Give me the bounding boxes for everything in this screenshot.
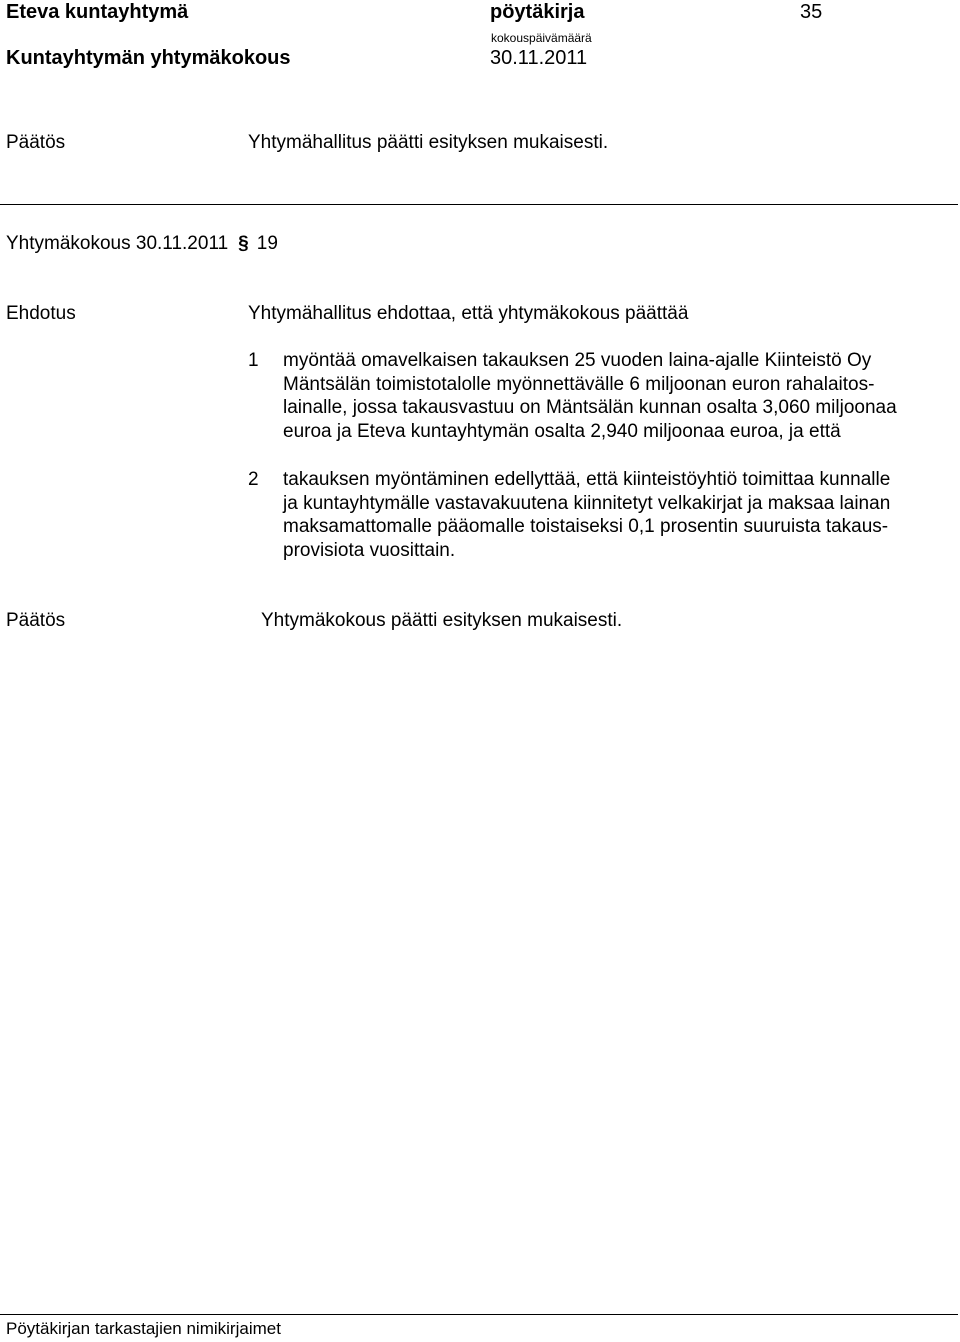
section-number: 19	[256, 233, 278, 254]
proposal-item-line: ja kuntayhtymälle vastavakuutena kiinnitetyt velkakirjat ja maksaa lainan	[283, 492, 891, 514]
proposal-item-line: provisiota vuosittain.	[283, 539, 456, 561]
section-divider	[0, 204, 958, 205]
section-heading	[6, 232, 278, 256]
proposal-item-line: lainalle, jossa takausvastuu on Mäntsälän kunnan osalta 3,060 miljoonaa	[283, 397, 897, 418]
proposal-item-number: 1	[248, 350, 259, 371]
proposal-label: Ehdotus	[6, 303, 76, 324]
date-caption: kokouspäivämäärä	[491, 31, 592, 45]
proposal-item-2	[283, 468, 953, 562]
proposal-item-1	[283, 349, 953, 443]
footer-signatures-label: Pöytäkirjan tarkastajien nimikirjaimet	[6, 1319, 281, 1338]
section-sign-icon: §	[238, 233, 249, 254]
decision-text: Yhtymäkokous päätti esityksen mukaisesti.	[261, 610, 623, 631]
decision-label: Päätös	[6, 610, 66, 631]
footer-divider	[0, 1314, 958, 1315]
proposal-intro: Yhtymähallitus ehdottaa, että yhtymäkokous päättää	[248, 303, 689, 324]
proposal-item-line: takauksen myöntäminen edellyttää, että kiinteistöyhtiö toimittaa kunnalle	[283, 469, 891, 490]
proposal-item-line: maksamattomalle pääomalle toistaiseksi 0,1 prosentin suuruista takaus-	[283, 516, 889, 537]
meeting-body: Kuntayhtymän yhtymäkokous	[6, 47, 291, 69]
first-decision-text: Yhtymähallitus päätti esityksen mukaisesti.	[248, 132, 609, 153]
meeting-date: 30.11.2011	[490, 47, 588, 69]
proposal-item-line: Mäntsälän toimistotalolle myönnettävälle 6 miljoonan euron rahalaitos-	[283, 373, 875, 395]
proposal-item-number: 2	[248, 469, 259, 490]
proposal-item-line: myöntää omavelkaisen takauksen 25 vuoden laina-ajalle Kiinteistö Oy	[283, 350, 872, 371]
page-number: 35	[800, 1, 823, 23]
organization-name: Eteva kuntayhtymä	[6, 1, 189, 23]
document-type: pöytäkirja	[490, 1, 585, 23]
section-heading-prefix: Yhtymäkokous 30.11.2011	[6, 233, 229, 254]
proposal-item-line: euroa ja Eteva kuntayhtymän osalta 2,940 miljoonaa euroa, ja että	[283, 420, 841, 442]
first-decision-label: Päätös	[6, 132, 66, 153]
